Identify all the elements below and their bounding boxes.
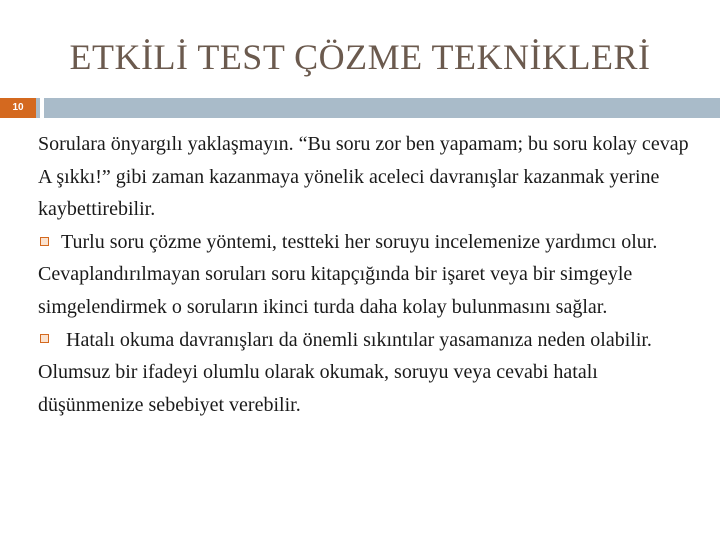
bullet-text: Hatalı okuma davranışları da önemli sıkıntılar yasamanıza neden olabilir. Olumsuz bir ifadeyi olumlu olarak okumak, soruyu veya cevabi hatalı düşünmenize sebebiyet verebilir. (38, 328, 652, 416)
bullet-item (38, 324, 698, 422)
slide-title: ETKİLİ TEST ÇÖZME TEKNİKLERİ (69, 37, 651, 77)
bullet-item (38, 226, 698, 324)
bullet-text: Turlu soru çözme yöntemi, testteki her soruyu incelemenize yardımcı olur. Cevaplandırılmayan soruları soru kitapçığında bir işaret veya bir simgeyle simgelendirmek o soruların ikinci turda daha kolay bulunmasını sağlar. (38, 230, 658, 318)
intro-paragraph: Sorulara önyargılı yaklaşmayın. “Bu soru zor ben yapamam; bu soru kolay cevap A şıkkı!” gibi zaman kazanmaya yönelik aceleci davranışlar kazanmak yerine kaybettirebilir. (38, 133, 689, 221)
slide-number: 10 (12, 102, 24, 113)
slide-body (38, 128, 698, 421)
header-rule (44, 98, 720, 118)
square-bullet-icon (40, 237, 49, 246)
square-bullet-icon (40, 334, 49, 343)
header-rule-segment (36, 98, 40, 118)
